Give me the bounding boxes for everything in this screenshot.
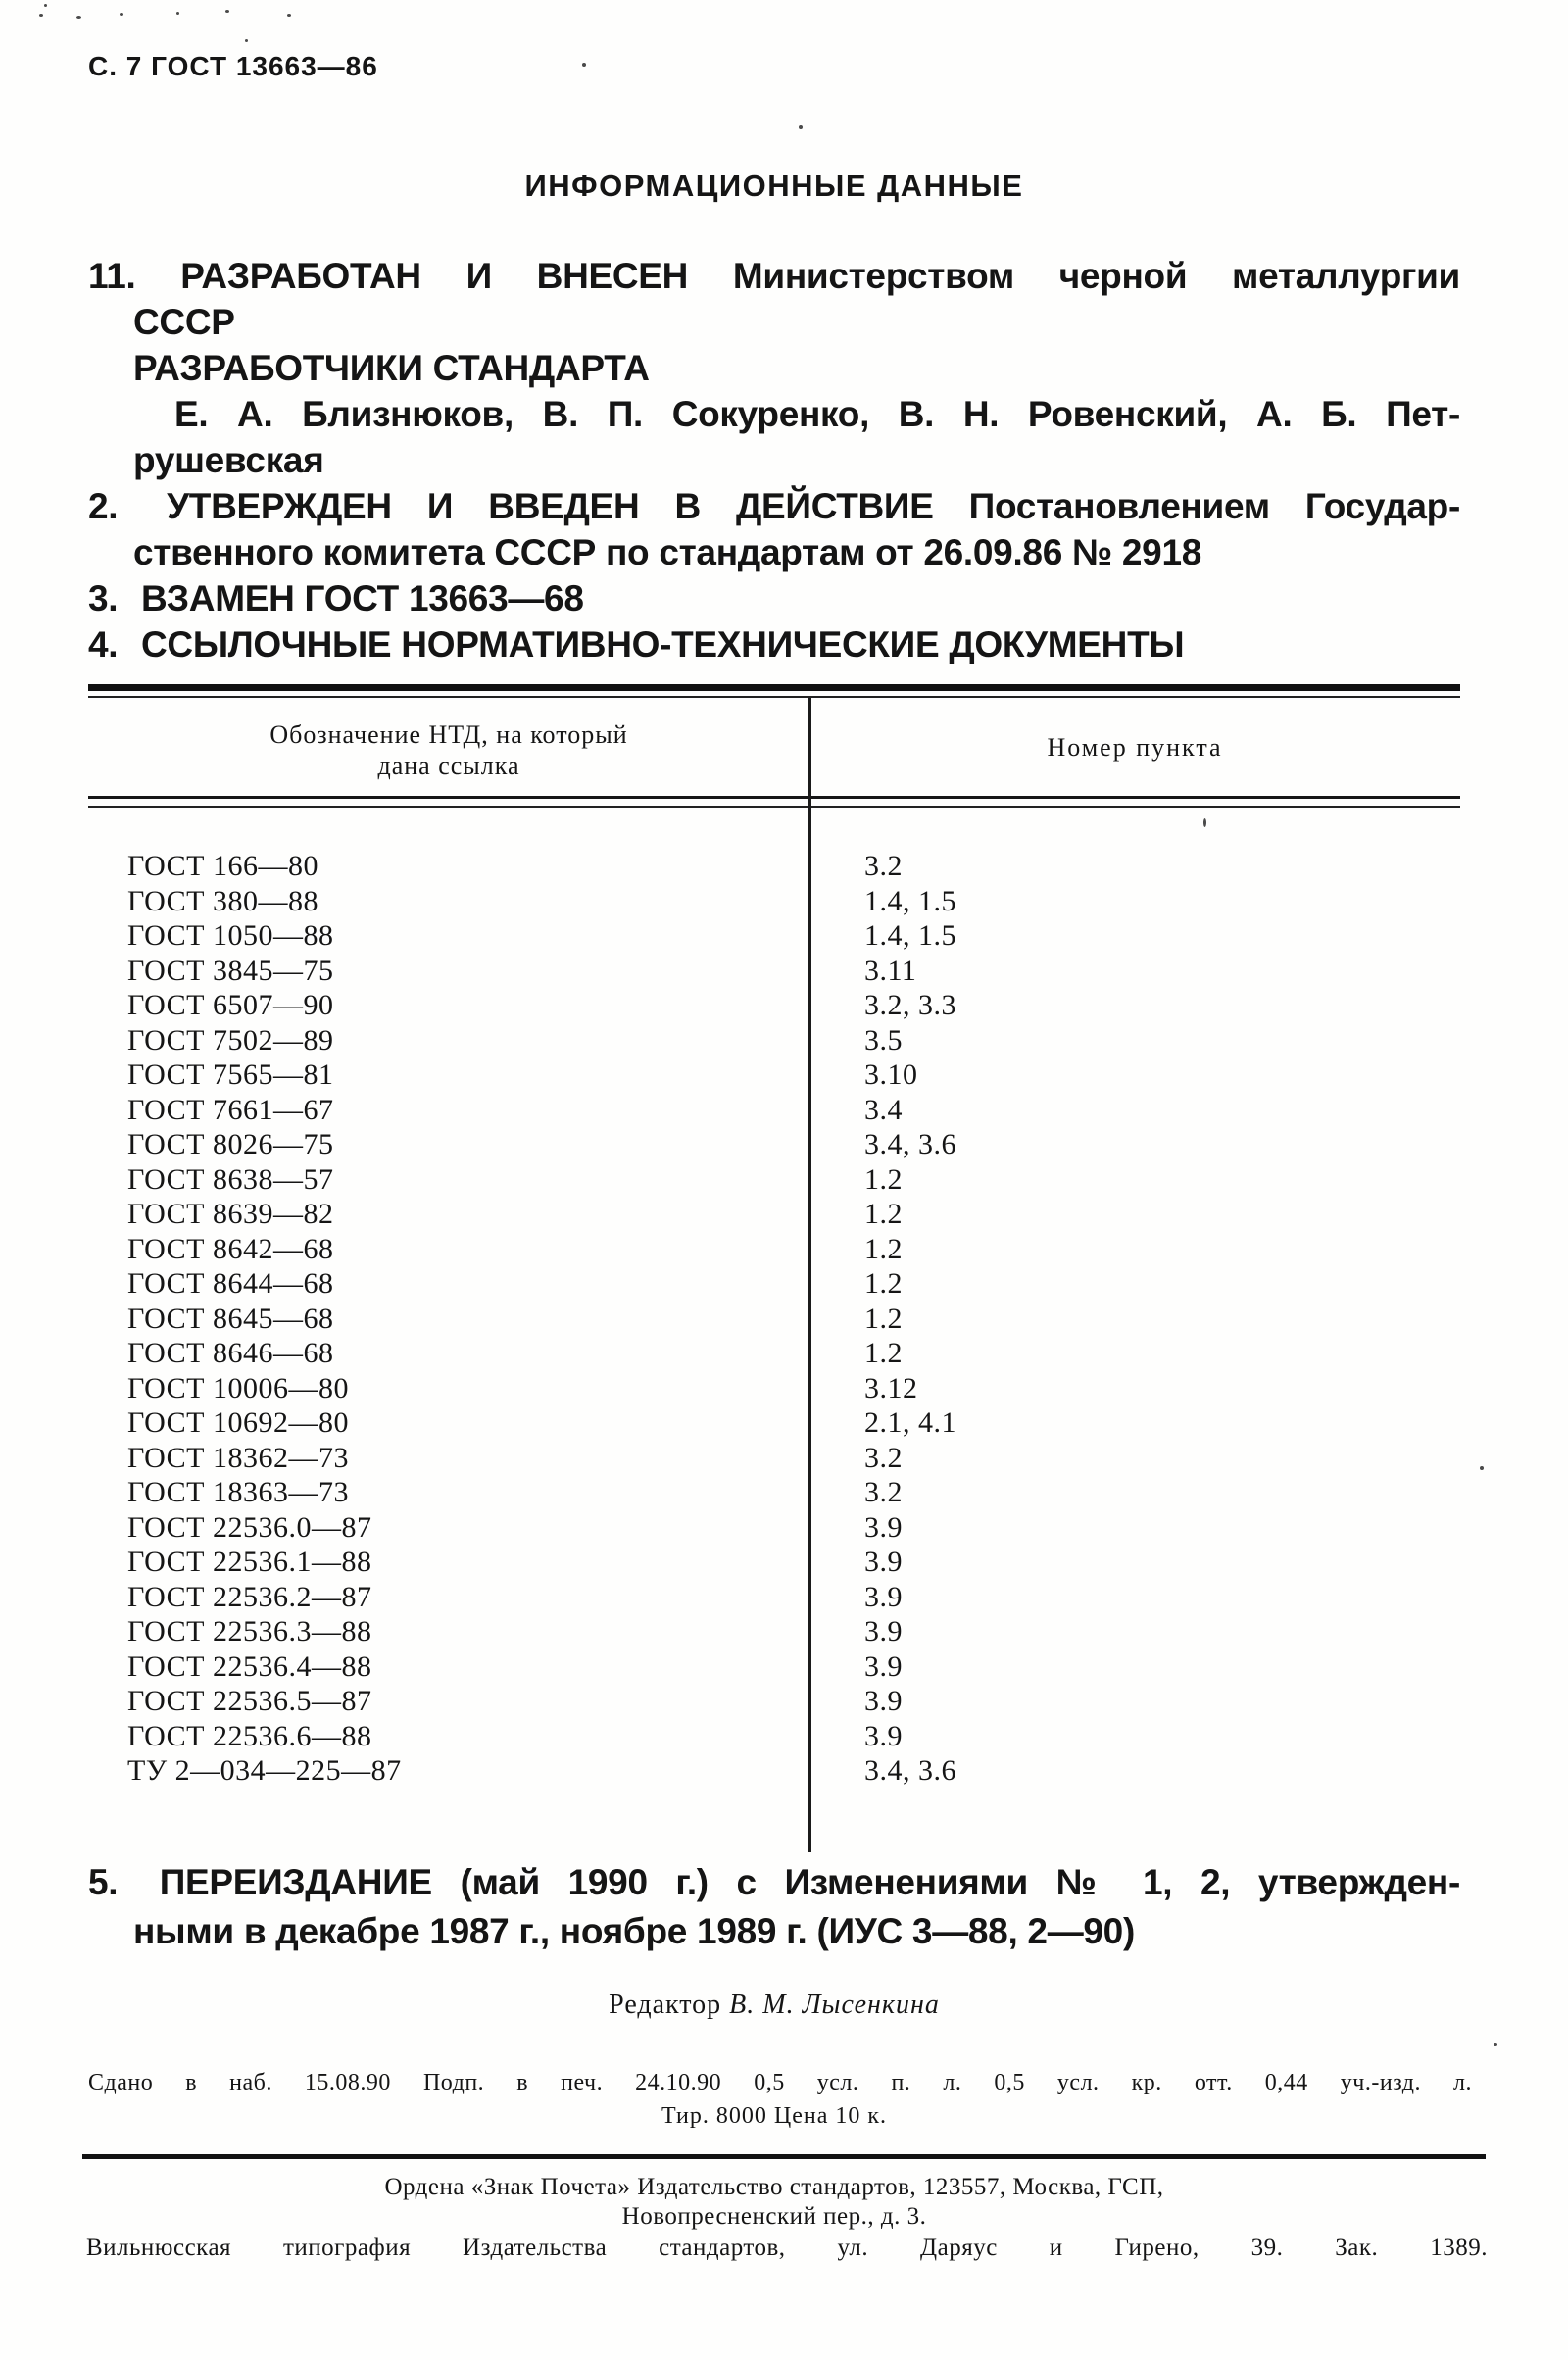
table-row bbox=[88, 1475, 1460, 1510]
item-1-line-2: СССР bbox=[133, 302, 235, 342]
clause-number-cell: 2.1, 4.1 bbox=[864, 1406, 956, 1439]
printer-line: Вильнюсская типография Издательства стандартов, ул. Даряус и Гирено, 39. Зак. 1389. bbox=[86, 2235, 1488, 2261]
table-row bbox=[88, 1266, 1460, 1302]
clause-number-cell: 3.10 bbox=[864, 1058, 918, 1091]
ntd-designation-cell: ТУ 2—034—225—87 bbox=[127, 1754, 402, 1787]
item-4-line: 4. ССЫЛОЧНЫЕ НОРМАТИВНО-ТЕХНИЧЕСКИЕ ДОКУМЕНТЫ bbox=[88, 621, 1460, 667]
ntd-designation-cell: ГОСТ 8645—68 bbox=[127, 1302, 334, 1335]
clause-number-cell: 1.2 bbox=[864, 1302, 903, 1335]
item-1-line-1: 11. РАЗРАБОТАН И ВНЕСЕН Министерством черной металлургии bbox=[88, 253, 1460, 299]
ntd-designation-cell: ГОСТ 8026—75 bbox=[127, 1128, 334, 1160]
clause-number-cell: 3.9 bbox=[864, 1615, 903, 1647]
item-2-number: 2. bbox=[88, 486, 119, 526]
clause-number-cell: 3.4, 3.6 bbox=[864, 1128, 956, 1160]
developers-line-1: Е. А. Близнюков, В. П. Сокуренко, В. Н. Ровенский, А. Б. Пет- bbox=[174, 394, 1460, 434]
ntd-designation-cell: ГОСТ 8639—82 bbox=[127, 1198, 334, 1230]
table-top-rule bbox=[88, 684, 1460, 691]
ntd-designation-cell: ГОСТ 22536.6—88 bbox=[127, 1719, 372, 1752]
table-row bbox=[88, 1719, 1460, 1754]
table-row bbox=[88, 988, 1460, 1023]
table-row bbox=[88, 1197, 1460, 1232]
clause-number-cell: 1.4, 1.5 bbox=[864, 919, 956, 952]
imprint-technical-line: Сдано в наб. 15.08.90 Подп. в печ. 24.10.90 0,5 усл. п. л. 0,5 усл. кр. отт. 0,44 уч.-изд. л. bbox=[88, 2070, 1472, 2095]
clause-number-cell: 3.2 bbox=[864, 850, 903, 882]
item-3-number: 3. bbox=[88, 578, 119, 618]
table-row bbox=[88, 1545, 1460, 1580]
table-row bbox=[88, 1371, 1460, 1406]
table-row bbox=[88, 1023, 1460, 1058]
table-row bbox=[88, 954, 1460, 989]
editor-line bbox=[88, 1990, 1460, 2021]
table-row bbox=[88, 849, 1460, 884]
publisher-line-1: Ордена «Знак Почета» Издательство стандартов, 123557, Москва, ГСП, bbox=[384, 2174, 1164, 2200]
ntd-designation-cell: ГОСТ 18363—73 bbox=[127, 1476, 349, 1508]
running-head: С. 7 ГОСТ 13663—86 bbox=[88, 51, 378, 81]
clause-number-cell: 3.9 bbox=[864, 1719, 903, 1752]
table-row bbox=[88, 1510, 1460, 1546]
ntd-designation-cell: ГОСТ 6507—90 bbox=[127, 989, 334, 1021]
clause-number-cell: 3.9 bbox=[864, 1546, 903, 1578]
item-3-line: 3. ВЗАМЕН ГОСТ 13663—68 bbox=[88, 575, 1460, 621]
table-row bbox=[88, 1614, 1460, 1649]
ntd-designation-cell: ГОСТ 22536.5—87 bbox=[127, 1685, 372, 1717]
ntd-designation-cell: ГОСТ 8646—68 bbox=[127, 1337, 334, 1369]
table-row bbox=[88, 1162, 1460, 1198]
col-header-clause: Номер пункта bbox=[1047, 733, 1223, 762]
ntd-designation-cell: ГОСТ 8638—57 bbox=[127, 1162, 334, 1196]
ntd-designation-cell: ГОСТ 22536.0—87 bbox=[127, 1510, 372, 1544]
table-row bbox=[88, 1093, 1460, 1128]
editor-name: В. М. Лысенкина bbox=[729, 1990, 940, 2020]
clause-number-cell: 3.9 bbox=[864, 1580, 903, 1613]
table-row bbox=[88, 1684, 1460, 1719]
clause-number-cell: 1.2 bbox=[864, 1232, 903, 1265]
ntd-designation-cell: ГОСТ 22536.1—88 bbox=[127, 1546, 372, 1578]
ntd-designation-cell: ГОСТ 10006—80 bbox=[127, 1371, 349, 1404]
table-row bbox=[88, 1649, 1460, 1685]
item-2-line-1: 2. УТВЕРЖДЕН И ВВЕДЕН В ДЕЙСТВИЕ Постановлением Государ- bbox=[88, 483, 1460, 529]
ntd-designation-cell: ГОСТ 380—88 bbox=[127, 884, 318, 917]
ntd-designation-cell: ГОСТ 7502—89 bbox=[127, 1023, 334, 1057]
ntd-designation-cell: ГОСТ 7661—67 bbox=[127, 1093, 334, 1126]
table-row bbox=[88, 918, 1460, 954]
ntd-designation-cell: ГОСТ 8644—68 bbox=[127, 1267, 334, 1300]
col-header-ntd: Обозначение НТД, на который дана ссылка bbox=[270, 720, 628, 780]
developers-heading: РАЗРАБОТЧИКИ СТАНДАРТА bbox=[133, 348, 650, 388]
ntd-designation-cell: ГОСТ 1050—88 bbox=[127, 919, 334, 952]
table-row bbox=[88, 1302, 1460, 1337]
colophon-rule bbox=[82, 2154, 1486, 2159]
clause-number-cell: 1.2 bbox=[864, 1337, 903, 1369]
clause-number-cell: 3.9 bbox=[864, 1685, 903, 1717]
table-row bbox=[88, 1127, 1460, 1162]
ntd-designation-cell: ГОСТ 8642—68 bbox=[127, 1232, 334, 1265]
item-5-line-1: 5. ПЕРЕИЗДАНИЕ (май 1990 г.) с Изменениями № 1, 2, утвержден- bbox=[88, 1858, 1460, 1907]
clause-number-cell: 3.2, 3.3 bbox=[864, 989, 956, 1021]
item-2-line-2: ственного комитета СССР по стандартам от 26.09.86 № 2918 bbox=[133, 532, 1202, 572]
ntd-designation-cell: ГОСТ 10692—80 bbox=[127, 1406, 349, 1439]
developers-line-2: рушевская bbox=[133, 440, 324, 480]
table-row bbox=[88, 1057, 1460, 1093]
clause-number-cell: 3.2 bbox=[864, 1441, 903, 1474]
clause-number-cell: 3.9 bbox=[864, 1649, 903, 1683]
clause-number-cell: 1.2 bbox=[864, 1198, 903, 1230]
info-items bbox=[88, 253, 1460, 667]
clause-number-cell: 3.4, 3.6 bbox=[864, 1754, 956, 1787]
ntd-designation-cell: ГОСТ 22536.3—88 bbox=[127, 1615, 372, 1647]
clause-number-cell: 3.9 bbox=[864, 1510, 903, 1544]
editor-label: Редактор bbox=[609, 1990, 722, 2020]
clause-number-cell: 3.11 bbox=[864, 954, 917, 987]
clause-number-cell: 3.4 bbox=[864, 1093, 903, 1126]
clause-number-cell: 3.2 bbox=[864, 1476, 903, 1508]
publisher-line-2: Новопресненский пер., д. 3. bbox=[621, 2203, 927, 2230]
table-top-rule-thin bbox=[88, 696, 1460, 698]
table-row bbox=[88, 1405, 1460, 1441]
page-title: ИНФОРМАЦИОННЫЕ ДАННЫЕ bbox=[524, 169, 1024, 203]
table-row bbox=[88, 1336, 1460, 1371]
item-5 bbox=[88, 1858, 1460, 1956]
table-row bbox=[88, 884, 1460, 919]
item-4-number: 4. bbox=[88, 624, 119, 664]
ntd-designation-cell: ГОСТ 166—80 bbox=[127, 850, 318, 882]
imprint-circulation-line: Тир. 8000 Цена 10 к. bbox=[661, 2103, 888, 2129]
clause-number-cell: 1.2 bbox=[864, 1267, 903, 1300]
clause-number-cell: 3.5 bbox=[864, 1023, 903, 1057]
ntd-reference-table bbox=[88, 684, 1460, 1852]
table-row bbox=[88, 1232, 1460, 1267]
ntd-designation-cell: ГОСТ 7565—81 bbox=[127, 1058, 334, 1091]
ntd-designation-cell: ГОСТ 3845—75 bbox=[127, 954, 334, 987]
item-1-number: 11. bbox=[88, 256, 136, 296]
table-row bbox=[88, 1753, 1460, 1789]
clause-number-cell: 1.4, 1.5 bbox=[864, 884, 956, 917]
ntd-designation-cell: ГОСТ 22536.2—87 bbox=[127, 1580, 372, 1613]
table-header-rule bbox=[88, 796, 1460, 799]
item-5-line-2: ными в декабре 1987 г., ноябре 1989 г. (ИУС 3—88, 2—90) bbox=[133, 1911, 1135, 1951]
table-row bbox=[88, 1441, 1460, 1476]
table-row bbox=[88, 1580, 1460, 1615]
clause-number-cell: 1.2 bbox=[864, 1162, 903, 1196]
clause-number-cell: 3.12 bbox=[864, 1371, 918, 1404]
ntd-table-body bbox=[88, 808, 1460, 1789]
item-5-number: 5. bbox=[88, 1862, 119, 1902]
ntd-designation-cell: ГОСТ 18362—73 bbox=[127, 1441, 349, 1474]
ntd-designation-cell: ГОСТ 22536.4—88 bbox=[127, 1649, 372, 1683]
